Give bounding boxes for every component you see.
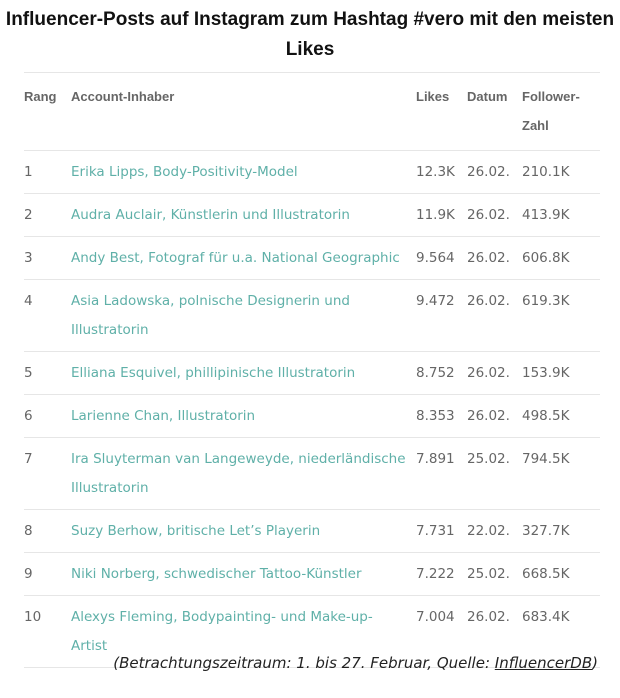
source-note-suffix: ) [592,654,598,672]
account-link[interactable]: Niki Norberg, schwedischer Tattoo-Künstler [71,553,416,596]
table-row [24,194,600,237]
source-note-prefix: (Betrachtungszeitraum: 1. bis 27. Februar, Quelle: [113,654,495,672]
cell-datum: 26.02. [467,237,522,280]
header-datum: Datum [467,73,522,151]
cell-likes: 9.472 [416,280,467,352]
cell-datum: 25.02. [467,553,522,596]
cell-follower: 619.3K [522,280,600,352]
header-likes: Likes [416,73,467,151]
table-row [24,280,600,352]
account-link[interactable]: Asia Ladowska, polnische Designerin und Illustratorin [71,280,416,352]
cell-follower: 668.5K [522,553,600,596]
cell-follower: 498.5K [522,395,600,438]
source-link[interactable]: InfluencerDB [494,654,593,672]
cell-likes: 12.3K [416,151,467,194]
cell-follower: 606.8K [522,237,600,280]
cell-follower: 210.1K [522,151,600,194]
account-link[interactable]: Suzy Berhow, britische Let’s Playerin [71,510,416,553]
account-link[interactable]: Ira Sluyterman van Langeweyde, niederländische Illustratorin [71,438,416,510]
cell-likes: 11.9K [416,194,467,237]
cell-follower: 153.9K [522,352,600,395]
cell-likes: 8.752 [416,352,467,395]
cell-likes: 7.222 [416,553,467,596]
cell-rang: 3 [24,237,71,280]
cell-datum: 26.02. [467,395,522,438]
account-link[interactable]: Alexys Fleming, Bodypainting- und Make-up-Artist [71,596,416,668]
cell-follower: 413.9K [522,194,600,237]
cell-datum: 26.02. [467,151,522,194]
cell-rang: 1 [24,151,71,194]
account-link[interactable]: Andy Best, Fotograf für u.a. National Geographic [71,237,416,280]
table-row [24,395,600,438]
cell-likes: 7.731 [416,510,467,553]
cell-rang: 9 [24,553,71,596]
cell-rang: 10 [24,596,71,668]
table-row [24,510,600,553]
table-row [24,151,600,194]
header-rang: Rang [24,73,71,151]
table-body [24,151,600,668]
account-link[interactable]: Larienne Chan, Illustratorin [71,395,416,438]
cell-rang: 6 [24,395,71,438]
table-row [24,352,600,395]
cell-follower: 683.4K [522,596,600,668]
cell-follower: 327.7K [522,510,600,553]
cell-rang: 7 [24,438,71,510]
cell-rang: 4 [24,280,71,352]
cell-datum: 26.02. [467,280,522,352]
account-link[interactable]: Elliana Esquivel, phillipinische Illustratorin [71,352,416,395]
header-account: Account-Inhaber [71,73,416,151]
table-header-row [24,73,600,151]
source-note [113,654,598,672]
cell-rang: 8 [24,510,71,553]
cell-likes: 9.564 [416,237,467,280]
header-follower: Follower-Zahl [522,73,600,151]
cell-datum: 22.02. [467,510,522,553]
table-row [24,553,600,596]
cell-follower: 794.5K [522,438,600,510]
cell-datum: 26.02. [467,194,522,237]
table-row [24,438,600,510]
cell-datum: 26.02. [467,352,522,395]
cell-datum: 26.02. [467,596,522,668]
cell-likes: 8.353 [416,395,467,438]
influencer-table [24,73,600,668]
cell-rang: 2 [24,194,71,237]
cell-likes: 7.004 [416,596,467,668]
cell-rang: 5 [24,352,71,395]
account-link[interactable]: Audra Auclair, Künstlerin und Illustratorin [71,194,416,237]
account-link[interactable]: Erika Lipps, Body-Positivity-Model [71,151,416,194]
page-title: Influencer-Posts auf Instagram zum Hashtag #vero mit den meisten Likes [5,9,615,60]
cell-datum: 25.02. [467,438,522,510]
cell-likes: 7.891 [416,438,467,510]
table-row [24,237,600,280]
